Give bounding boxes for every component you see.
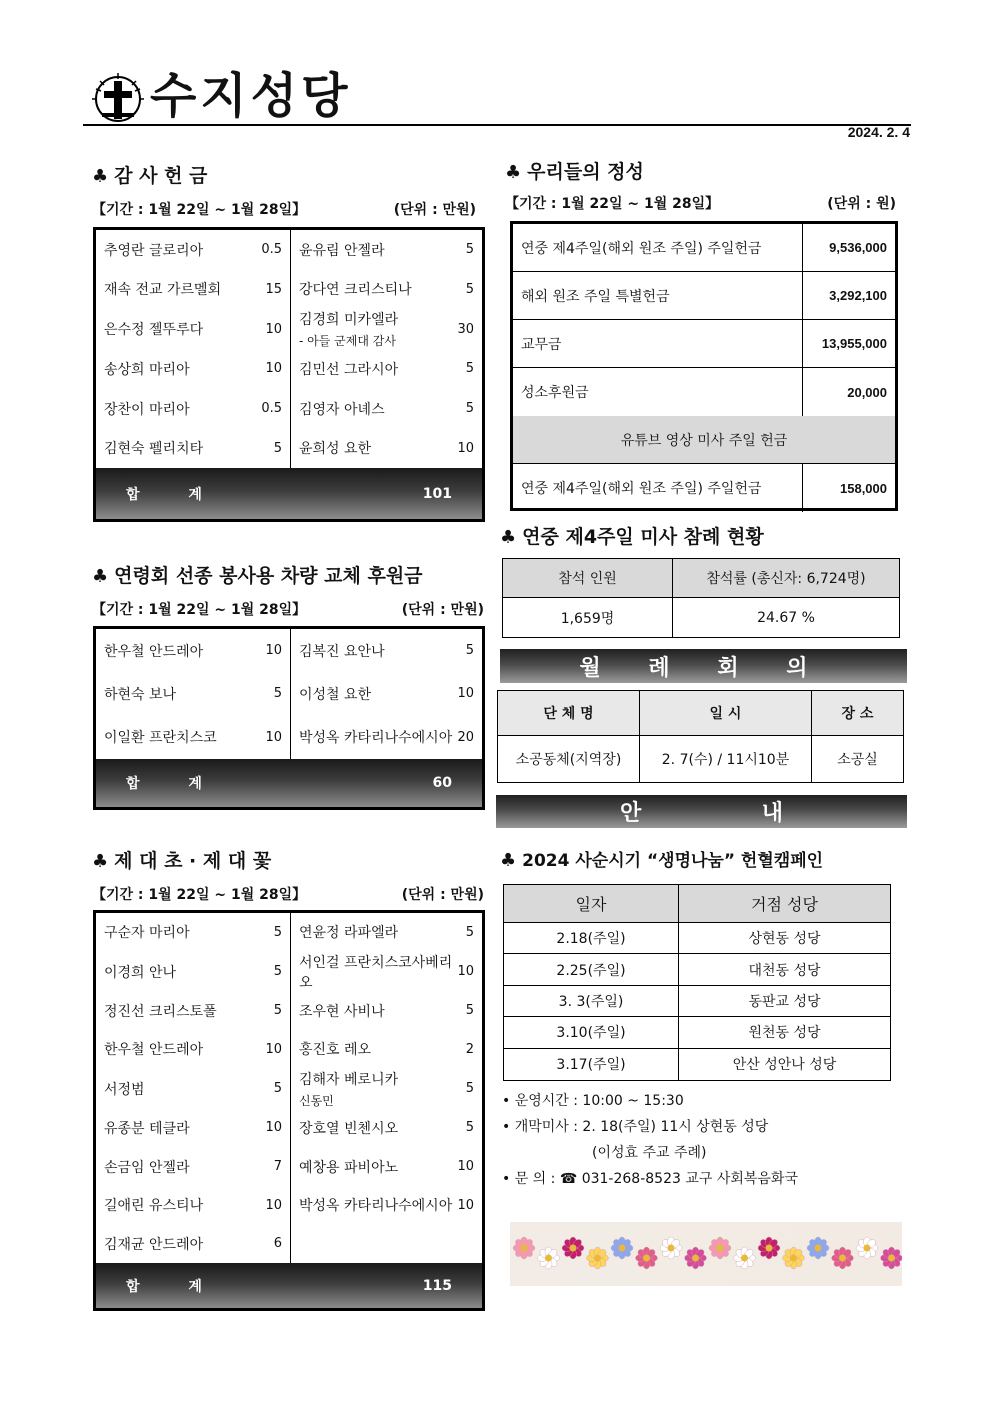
donor-name: 김영자 아녜스 <box>299 401 385 418</box>
donor-name: 강다연 크리스티나 <box>299 282 412 299</box>
donor-name: 김현숙 펠리치타 <box>104 441 204 458</box>
donor-amount: 5 <box>465 361 474 377</box>
donor-amount: 5 <box>465 1120 474 1136</box>
attendance-table <box>502 558 900 638</box>
meeting-header-row <box>498 691 903 736</box>
donor-name: 구순자 마리아 <box>104 925 190 942</box>
donor-amount: 6 <box>273 1236 282 1252</box>
flower-icon <box>587 1247 609 1269</box>
blood-section-title <box>500 849 823 873</box>
donor-name: 하현숙 보나 <box>104 686 177 703</box>
donor-name: 조우현 사비나 <box>299 1003 385 1020</box>
club-suit-icon: ♣ <box>92 566 109 587</box>
meeting-group: 소공동체(지역장) <box>498 736 640 782</box>
blood-row <box>504 923 890 954</box>
donor-name-wrap <box>299 641 385 661</box>
flower-decoration-icon <box>510 1222 902 1286</box>
altar-row-right <box>291 992 482 1031</box>
thanks-grid <box>96 230 482 468</box>
flower-icon <box>881 1247 903 1269</box>
offering-label: 해외 원조 주일 특별헌금 <box>513 272 803 319</box>
donor-amount: 10 <box>457 440 474 456</box>
offering-rows <box>513 224 895 416</box>
donor-name: 연윤정 라파엘라 <box>299 925 399 942</box>
altar-row-right <box>291 1030 482 1069</box>
offering-label: 성소후원금 <box>513 368 803 416</box>
donor-amount: 5 <box>465 242 474 258</box>
donor-name: 정진선 크리스토폴 <box>104 1003 217 1020</box>
donor-amount: 0.5 <box>261 401 282 417</box>
page-title: 수지성당 <box>150 68 352 124</box>
donor-amount: 2 <box>465 1041 474 1057</box>
flower-icon <box>856 1237 878 1259</box>
club-suit-icon: ♣ <box>92 851 109 872</box>
vehicle-unit: (단위 : 만원) <box>401 602 484 618</box>
altar-row-right <box>291 1147 482 1186</box>
donor-amount: 30 <box>457 321 474 337</box>
donor-name: 재속 전교 가르멜회 <box>104 282 222 299</box>
donor-amount: 5 <box>465 401 474 417</box>
altar-row-left <box>96 992 291 1031</box>
cross-logo-icon <box>92 73 144 125</box>
club-suit-icon: ♣ <box>505 162 522 183</box>
altar-row-left <box>96 1109 291 1148</box>
donor-name: 유종분 테클라 <box>104 1120 190 1137</box>
donor-name: 김경희 미카엘라 <box>299 312 399 329</box>
altar-row-left <box>96 913 291 952</box>
blood-info-opening-mass: • 개막미사 : 2. 18(주일) 11시 상현동 성당 <box>502 1119 769 1135</box>
donor-amount: 5 <box>273 1081 282 1097</box>
blood-church: 원천동 성당 <box>748 1025 821 1042</box>
donor-amount: 5 <box>273 440 282 456</box>
thanks-table <box>93 227 485 522</box>
donor-amount: 20 <box>457 729 474 745</box>
donor-name-wrap <box>299 279 412 299</box>
altar-row-left <box>96 1069 291 1109</box>
vehicle-row-left <box>96 672 291 715</box>
notice-banner-left: 안 <box>620 801 642 826</box>
blood-row <box>504 986 890 1017</box>
flower-icon <box>562 1237 584 1259</box>
vehicle-grid <box>96 629 482 759</box>
donor-name: 이경희 안나 <box>104 964 177 981</box>
thanks-total-label: 합 계 <box>126 486 224 503</box>
attendance-value-row <box>503 598 899 637</box>
donor-name-wrap <box>299 359 398 379</box>
donor-amount: 10 <box>457 686 474 702</box>
blood-church: 안산 성안나 성당 <box>732 1057 837 1074</box>
donor-amount: 5 <box>465 924 474 940</box>
donor-amount: 10 <box>265 1041 282 1057</box>
flower-icon <box>758 1237 780 1259</box>
thanks-row-left <box>96 270 291 310</box>
altar-row-right <box>291 1186 482 1225</box>
altar-grid <box>96 913 482 1263</box>
flower-icon <box>660 1237 682 1259</box>
flower-icon <box>807 1237 829 1259</box>
blood-date: 3.17(주일) <box>504 1049 679 1080</box>
vehicle-table <box>93 626 485 810</box>
issue-date: 2024. 2. 4 <box>847 124 910 140</box>
donor-name-wrap <box>299 727 452 747</box>
meeting-col-place: 장 소 <box>841 706 874 722</box>
flower-icon <box>783 1247 805 1269</box>
altar-total-row <box>96 1263 482 1308</box>
altar-row-left <box>96 1147 291 1186</box>
altar-row-right <box>291 1109 482 1148</box>
meeting-row <box>498 736 903 782</box>
attendance-title-text: 연중 제4주일 미사 참례 현황 <box>522 526 764 548</box>
altar-total-label: 합 계 <box>126 1278 224 1295</box>
donor-name-wrap <box>299 684 371 704</box>
donor-amount: 7 <box>273 1159 282 1175</box>
donor-name: 윤희성 요한 <box>299 441 372 458</box>
vehicle-row-right <box>291 716 482 759</box>
thanks-title-text: 감 사 헌 금 <box>114 165 208 187</box>
offering-row <box>513 320 895 368</box>
offering-period: 【기간 : 1월 22일 ~ 1월 28일】 <box>505 196 720 212</box>
donor-amount: 5 <box>273 686 282 702</box>
club-suit-icon: ♣ <box>500 850 517 871</box>
thanks-unit: (단위 : 만원) <box>393 202 476 218</box>
donor-amount: 10 <box>265 361 282 377</box>
donor-amount: 10 <box>457 1197 474 1213</box>
donor-amount: 5 <box>273 924 282 940</box>
altar-unit: (단위 : 만원) <box>401 887 484 903</box>
flower-icon <box>734 1247 756 1269</box>
blood-church: 동판교 성당 <box>748 993 821 1010</box>
donor-amount: 5 <box>465 1081 474 1097</box>
donor-name: 김복진 요안나 <box>299 643 385 660</box>
blood-church: 상현동 성당 <box>748 931 821 948</box>
donor-note: 신동민 <box>299 1093 334 1108</box>
vehicle-row-right <box>291 629 482 672</box>
donor-name: 손금임 안젤라 <box>104 1159 190 1176</box>
flower-icon <box>832 1247 854 1269</box>
donor-name: 서정범 <box>104 1081 145 1098</box>
donor-amount: 5 <box>465 643 474 659</box>
flower-icon <box>513 1237 535 1259</box>
blood-date: 2.18(주일) <box>504 923 679 953</box>
flower-icon <box>611 1237 633 1259</box>
donor-amount: 10 <box>265 1120 282 1136</box>
meeting-table <box>497 690 904 783</box>
offering-row <box>513 224 895 272</box>
youtube-offering-row <box>513 464 895 512</box>
blood-title-text: 2024 사순시기 “생명나눔” 헌혈캠페인 <box>522 851 824 871</box>
donor-name-wrap <box>299 952 457 992</box>
youtube-offering-header: 유튜브 영상 미사 주일 헌금 <box>513 416 895 464</box>
attendance-section-title <box>500 525 764 550</box>
attendance-col-count: 참석 인원 <box>503 559 673 597</box>
meeting-banner: 월 례 회 의 <box>500 649 907 683</box>
offering-row <box>513 368 895 416</box>
donor-name-wrap <box>299 399 385 419</box>
donor-name: 김재균 안드레아 <box>104 1236 204 1253</box>
thanks-row-right <box>291 389 482 429</box>
meeting-col-datetime: 일 시 <box>640 691 812 735</box>
donor-name: 예창용 파비아노 <box>299 1159 399 1176</box>
youtube-offering-label: 연중 제4주일(해외 원조 주일) 주일헌금 <box>513 464 803 512</box>
blood-col-date: 일자 <box>504 885 679 922</box>
thanks-row-right <box>291 230 482 270</box>
donor-name-wrap <box>299 1157 398 1177</box>
vehicle-section-title <box>92 564 423 589</box>
donor-amount: 5 <box>273 1003 282 1019</box>
donor-name: 장호열 빈첸시오 <box>299 1120 399 1137</box>
thanks-row-right <box>291 270 482 310</box>
vehicle-total-row <box>96 759 482 807</box>
thanks-row-left <box>96 349 291 389</box>
donor-amount: 15 <box>265 281 282 297</box>
flower-icon <box>685 1247 707 1269</box>
blood-row <box>504 1017 890 1048</box>
flower-icon <box>709 1237 731 1259</box>
donor-name: 홍진호 레오 <box>299 1042 372 1059</box>
blood-date: 2.25(주일) <box>504 954 679 984</box>
club-suit-icon: ♣ <box>92 166 109 187</box>
vehicle-row-left <box>96 716 291 759</box>
altar-period: 【기간 : 1월 22일 ~ 1월 28일】 <box>92 887 307 903</box>
blood-info-presider: (이성효 주교 주례) <box>592 1145 707 1161</box>
blood-rows <box>504 923 890 1080</box>
donor-name-wrap <box>299 1195 452 1215</box>
donor-name: 김해자 베로니카 <box>299 1071 399 1088</box>
donor-name: 추영란 글로리아 <box>104 242 204 259</box>
altar-row-left <box>96 1224 291 1263</box>
donor-name: 서인걸 프란치스코사베리오 <box>299 954 453 991</box>
club-suit-icon: ♣ <box>500 527 517 548</box>
blood-date: 3. 3(주일) <box>504 986 679 1016</box>
thanks-row-left <box>96 428 291 468</box>
offering-title-text: 우리들의 정성 <box>527 161 644 183</box>
donor-name: 김민선 그라시아 <box>299 361 399 378</box>
blood-date: 3.10(주일) <box>504 1017 679 1047</box>
donor-name: 박성옥 카타리나수에시아 <box>299 730 453 747</box>
offering-table <box>510 221 898 511</box>
thanks-total-row <box>96 468 482 519</box>
notice-banner-right: 내 <box>761 801 783 826</box>
altar-row-left <box>96 952 291 992</box>
offering-row <box>513 272 895 320</box>
attendance-count-value: 1,659명 <box>503 598 673 637</box>
blood-col-church: 거점 성당 <box>751 895 818 914</box>
donor-name-wrap <box>299 922 398 942</box>
altar-title-text: 제 대 초 · 제 대 꽃 <box>114 850 272 872</box>
donor-name: 이성철 요한 <box>299 686 372 703</box>
thanks-period: 【기간 : 1월 22일 ~ 1월 28일】 <box>92 202 307 218</box>
donor-amount: 10 <box>265 729 282 745</box>
altar-row-right <box>291 913 482 952</box>
donor-amount: 5 <box>465 1003 474 1019</box>
thanks-row-left <box>96 230 291 270</box>
vehicle-title-text: 연령회 선종 봉사용 차량 교체 후원금 <box>114 565 423 587</box>
donor-name-wrap <box>299 438 371 458</box>
donor-amount: 10 <box>265 1197 282 1213</box>
blood-church: 대천동 성당 <box>748 962 821 979</box>
thanks-row-right <box>291 349 482 389</box>
flower-icon <box>538 1247 560 1269</box>
donor-amount: 10 <box>457 964 474 980</box>
blood-row <box>504 1049 890 1080</box>
donor-name-wrap <box>299 1001 385 1021</box>
donor-amount: 5 <box>465 281 474 297</box>
notice-banner <box>496 795 907 828</box>
vehicle-period: 【기간 : 1월 22일 ~ 1월 28일】 <box>92 602 307 618</box>
thanks-row-right <box>291 428 482 468</box>
altar-row-left <box>96 1186 291 1225</box>
donor-amount: 10 <box>265 643 282 659</box>
altar-row-right <box>291 1224 482 1263</box>
offering-section-title <box>505 160 644 185</box>
donor-name: 송상희 마리아 <box>104 361 190 378</box>
offering-label: 교무금 <box>513 320 803 367</box>
donor-name-wrap <box>299 1039 371 1059</box>
header-divider <box>83 124 911 126</box>
donor-note: - 아들 군제대 감사 <box>299 334 396 349</box>
blood-header-row <box>504 885 890 923</box>
donor-name: 윤유림 안젤라 <box>299 242 385 259</box>
donor-name-wrap <box>299 1069 398 1109</box>
altar-total-value: 115 <box>422 1277 452 1294</box>
donor-amount: 10 <box>457 1159 474 1175</box>
blood-row <box>504 954 890 985</box>
thanks-row-left <box>96 309 291 349</box>
blood-info-contact: • 문 의 : ☎ 031-268-8523 교구 사회복음화국 <box>502 1171 798 1187</box>
vehicle-row-right <box>291 672 482 715</box>
donor-name-wrap <box>299 309 398 349</box>
offering-value: 13,955,000 <box>821 336 887 351</box>
donor-name: 박성옥 카타리나수에시아 <box>299 1198 453 1215</box>
vehicle-total-value: 60 <box>432 775 452 791</box>
altar-table <box>93 910 485 1311</box>
offering-value: 9,536,000 <box>829 240 887 255</box>
thanks-row-left <box>96 389 291 429</box>
meeting-col-group: 단 체 명 <box>498 691 640 735</box>
altar-section-title <box>92 849 271 874</box>
donor-amount: 0.5 <box>261 242 282 258</box>
thanks-section-title <box>92 164 207 189</box>
thanks-row-right <box>291 309 482 349</box>
vehicle-row-left <box>96 629 291 672</box>
offering-label: 연중 제4주일(해외 원조 주일) 주일헌금 <box>513 224 803 271</box>
donor-amount: 5 <box>273 964 282 980</box>
blood-info-hours: • 운영시간 : 10:00 ~ 15:30 <box>502 1093 684 1109</box>
youtube-offering-value: 158,000 <box>840 480 887 496</box>
attendance-header-row <box>503 559 899 598</box>
attendance-col-rate: 참석률 (총신자: 6,724명) <box>706 571 866 587</box>
offering-value: 3,292,100 <box>829 288 887 303</box>
offering-value: 20,000 <box>847 384 887 400</box>
altar-row-left <box>96 1030 291 1069</box>
donor-name: 한우철 안드레아 <box>104 643 204 660</box>
donor-name: 길애린 유스티나 <box>104 1198 204 1215</box>
donor-name: 은수정 젤뚜루다 <box>104 322 204 339</box>
altar-row-right <box>291 1069 482 1109</box>
donor-name: 이일환 프란치스코 <box>104 730 217 747</box>
meeting-datetime: 2. 7(수) / 11시10분 <box>640 736 812 782</box>
altar-row-right <box>291 952 482 992</box>
meeting-place: 소공실 <box>837 752 878 768</box>
attendance-rate-value: 24.67 % <box>757 609 815 626</box>
blood-drive-table <box>503 884 891 1081</box>
donor-name: 한우철 안드레아 <box>104 1042 204 1059</box>
donor-name: 장찬이 마리아 <box>104 401 190 418</box>
flower-icon <box>636 1247 658 1269</box>
donor-amount: 10 <box>265 321 282 337</box>
thanks-total-value: 101 <box>422 485 452 502</box>
donor-name-wrap <box>299 240 385 260</box>
donor-name-wrap <box>299 1118 398 1138</box>
offering-unit: (단위 : 원) <box>827 196 896 212</box>
vehicle-total-label: 합 계 <box>126 776 224 792</box>
